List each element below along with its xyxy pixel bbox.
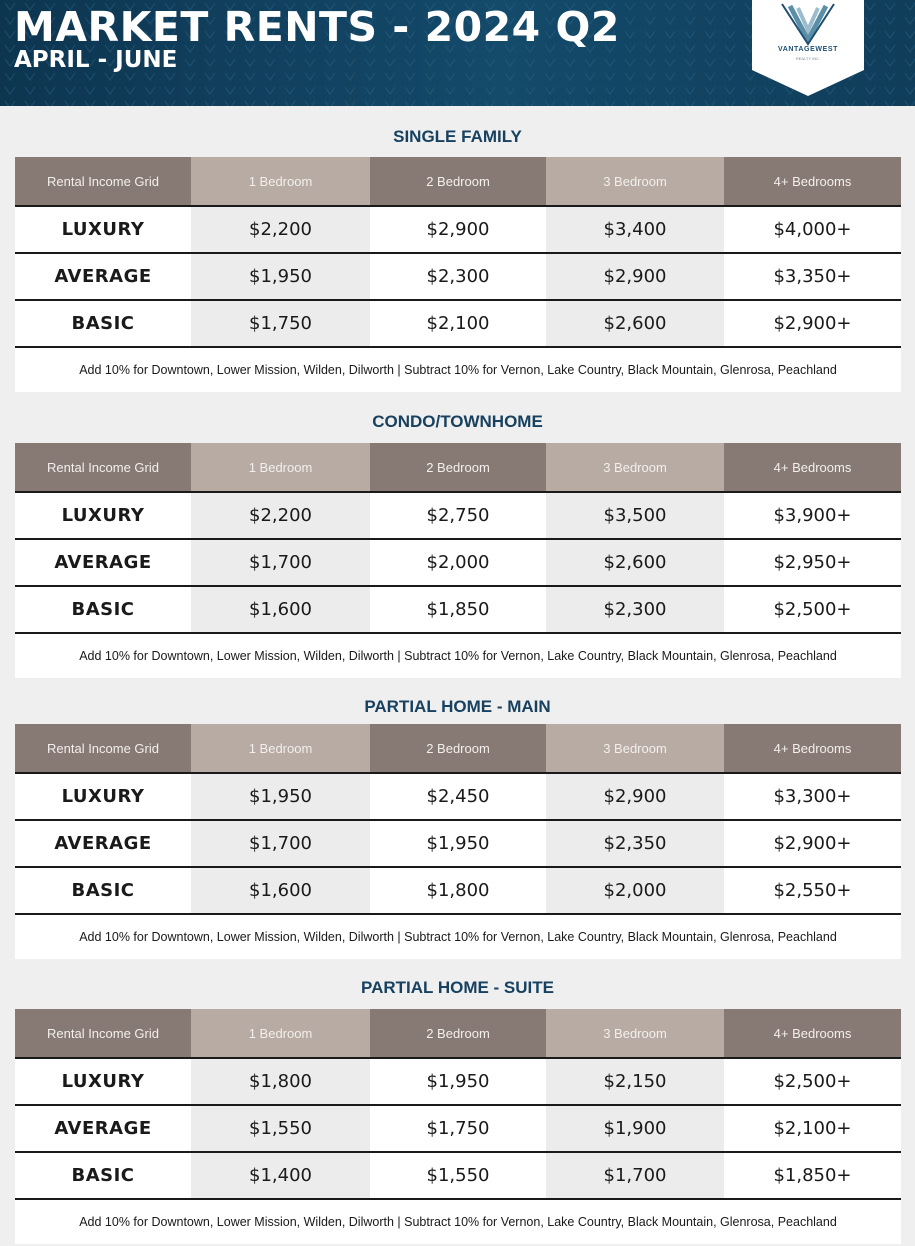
rent-value: $2,900+	[724, 821, 901, 866]
rent-value: $2,600	[546, 301, 724, 346]
column-header-3-bedroom: 3 Bedroom	[546, 724, 724, 772]
column-header-3-bedroom: 3 Bedroom	[546, 443, 724, 491]
rent-value: $1,950	[370, 1059, 546, 1104]
rent-value: $2,300	[546, 587, 724, 632]
rent-value: $1,550	[191, 1106, 370, 1151]
rent-value: $2,550+	[724, 868, 901, 913]
rent-value: $3,400	[546, 207, 724, 252]
rent-value: $1,700	[546, 1153, 724, 1198]
column-header-1-bedroom: 1 Bedroom	[191, 724, 370, 772]
rent-grid-partial-home-main	[15, 724, 901, 959]
rent-value: $2,000	[370, 540, 546, 585]
grid-header-row	[15, 724, 901, 774]
table-row	[15, 493, 901, 540]
column-header-grid: Rental Income Grid	[15, 157, 191, 205]
column-header-1-bedroom: 1 Bedroom	[191, 157, 370, 205]
location-adjustment-note: Add 10% for Downtown, Lower Mission, Wilden, Dilworth | Subtract 10% for Vernon, Lake Country, Black Mountain, Glenrosa, Peachland	[15, 915, 901, 959]
table-row	[15, 1059, 901, 1106]
column-header-3-bedroom: 3 Bedroom	[546, 1009, 724, 1057]
column-header-3-bedroom: 3 Bedroom	[546, 157, 724, 205]
rent-grid-single-family	[15, 157, 901, 392]
rent-value: $2,200	[191, 207, 370, 252]
rent-value: $2,200	[191, 493, 370, 538]
grid-header-row	[15, 157, 901, 207]
row-label: BASIC	[15, 868, 191, 913]
row-label: AVERAGE	[15, 540, 191, 585]
row-label: AVERAGE	[15, 1106, 191, 1151]
grid-header-row	[15, 1009, 901, 1059]
rent-value: $2,950+	[724, 540, 901, 585]
rent-value: $3,300+	[724, 774, 901, 819]
page-subtitle: APRIL - JUNE	[14, 47, 178, 73]
rent-value: $2,900	[370, 207, 546, 252]
rent-value: $1,850	[370, 587, 546, 632]
rent-value: $2,750	[370, 493, 546, 538]
row-label: LUXURY	[15, 774, 191, 819]
rent-value: $2,450	[370, 774, 546, 819]
column-header-2-bedroom: 2 Bedroom	[370, 724, 546, 772]
location-adjustment-note: Add 10% for Downtown, Lower Mission, Wilden, Dilworth | Subtract 10% for Vernon, Lake Country, Black Mountain, Glenrosa, Peachland	[15, 634, 901, 678]
rent-value: $2,600	[546, 540, 724, 585]
rent-value: $1,700	[191, 540, 370, 585]
row-label: LUXURY	[15, 493, 191, 538]
row-label: AVERAGE	[15, 254, 191, 299]
rent-value: $2,300	[370, 254, 546, 299]
rent-value: $4,000+	[724, 207, 901, 252]
logo-brand-name: VANTAGEWEST	[777, 46, 838, 53]
rent-value: $2,350	[546, 821, 724, 866]
rent-value: $2,100	[370, 301, 546, 346]
column-header-4-bedrooms: 4+ Bedrooms	[724, 724, 901, 772]
rent-value: $2,900	[546, 774, 724, 819]
rent-value: $1,800	[370, 868, 546, 913]
rent-value: $1,550	[370, 1153, 546, 1198]
rent-grid-partial-home-suite	[15, 1009, 901, 1244]
row-label: LUXURY	[15, 207, 191, 252]
rent-value: $2,000	[546, 868, 724, 913]
rent-value: $3,500	[546, 493, 724, 538]
rent-value: $2,150	[546, 1059, 724, 1104]
column-header-1-bedroom: 1 Bedroom	[191, 1009, 370, 1057]
table-row	[15, 587, 901, 634]
rent-value: $3,900+	[724, 493, 901, 538]
column-header-grid: Rental Income Grid	[15, 724, 191, 772]
rent-value: $2,500+	[724, 1059, 901, 1104]
section-title-condo-townhome: CONDO/TOWNHOME	[372, 412, 543, 431]
row-label: BASIC	[15, 301, 191, 346]
page-title: MARKET RENTS - 2024 Q2	[14, 3, 620, 51]
rent-value: $2,500+	[724, 587, 901, 632]
rent-value: $2,900+	[724, 301, 901, 346]
rent-value: $1,700	[191, 821, 370, 866]
row-label: BASIC	[15, 1153, 191, 1198]
table-row	[15, 1153, 901, 1200]
logo-tagline: REALTY INC.	[795, 56, 821, 61]
rent-value: $1,600	[191, 587, 370, 632]
column-header-2-bedroom: 2 Bedroom	[370, 443, 546, 491]
rent-value: $1,400	[191, 1153, 370, 1198]
column-header-2-bedroom: 2 Bedroom	[370, 157, 546, 205]
column-header-4-bedrooms: 4+ Bedrooms	[724, 443, 901, 491]
column-header-grid: Rental Income Grid	[15, 1009, 191, 1057]
table-row	[15, 774, 901, 821]
location-adjustment-note: Add 10% for Downtown, Lower Mission, Wilden, Dilworth | Subtract 10% for Vernon, Lake Country, Black Mountain, Glenrosa, Peachland	[15, 1200, 901, 1244]
section-title-single-family: SINGLE FAMILY	[393, 127, 522, 146]
table-row	[15, 207, 901, 254]
column-header-2-bedroom: 2 Bedroom	[370, 1009, 546, 1057]
table-row	[15, 821, 901, 868]
section-title-partial-home-main: PARTIAL HOME - MAIN	[364, 697, 551, 716]
rent-value: $1,750	[370, 1106, 546, 1151]
rent-value: $1,900	[546, 1106, 724, 1151]
rent-value: $1,600	[191, 868, 370, 913]
rent-value: $1,950	[370, 821, 546, 866]
table-row	[15, 540, 901, 587]
rent-value: $2,100+	[724, 1106, 901, 1151]
grid-header-row	[15, 443, 901, 493]
row-label: AVERAGE	[15, 821, 191, 866]
table-row	[15, 1106, 901, 1153]
row-label: LUXURY	[15, 1059, 191, 1104]
column-header-grid: Rental Income Grid	[15, 443, 191, 491]
rent-value: $1,950	[191, 774, 370, 819]
column-header-4-bedrooms: 4+ Bedrooms	[724, 1009, 901, 1057]
rent-value: $1,800	[191, 1059, 370, 1104]
rent-grid-condo-townhome	[15, 443, 901, 678]
rent-value: $3,350+	[724, 254, 901, 299]
table-row	[15, 868, 901, 915]
table-row	[15, 301, 901, 348]
rent-value: $1,950	[191, 254, 370, 299]
rent-value: $2,900	[546, 254, 724, 299]
table-row	[15, 254, 901, 301]
row-label: BASIC	[15, 587, 191, 632]
column-header-4-bedrooms: 4+ Bedrooms	[724, 157, 901, 205]
column-header-1-bedroom: 1 Bedroom	[191, 443, 370, 491]
location-adjustment-note: Add 10% for Downtown, Lower Mission, Wilden, Dilworth | Subtract 10% for Vernon, Lake Country, Black Mountain, Glenrosa, Peachland	[15, 348, 901, 392]
section-title-partial-home-suite: PARTIAL HOME - SUITE	[361, 978, 554, 997]
rent-value: $1,750	[191, 301, 370, 346]
rent-value: $1,850+	[724, 1153, 901, 1198]
